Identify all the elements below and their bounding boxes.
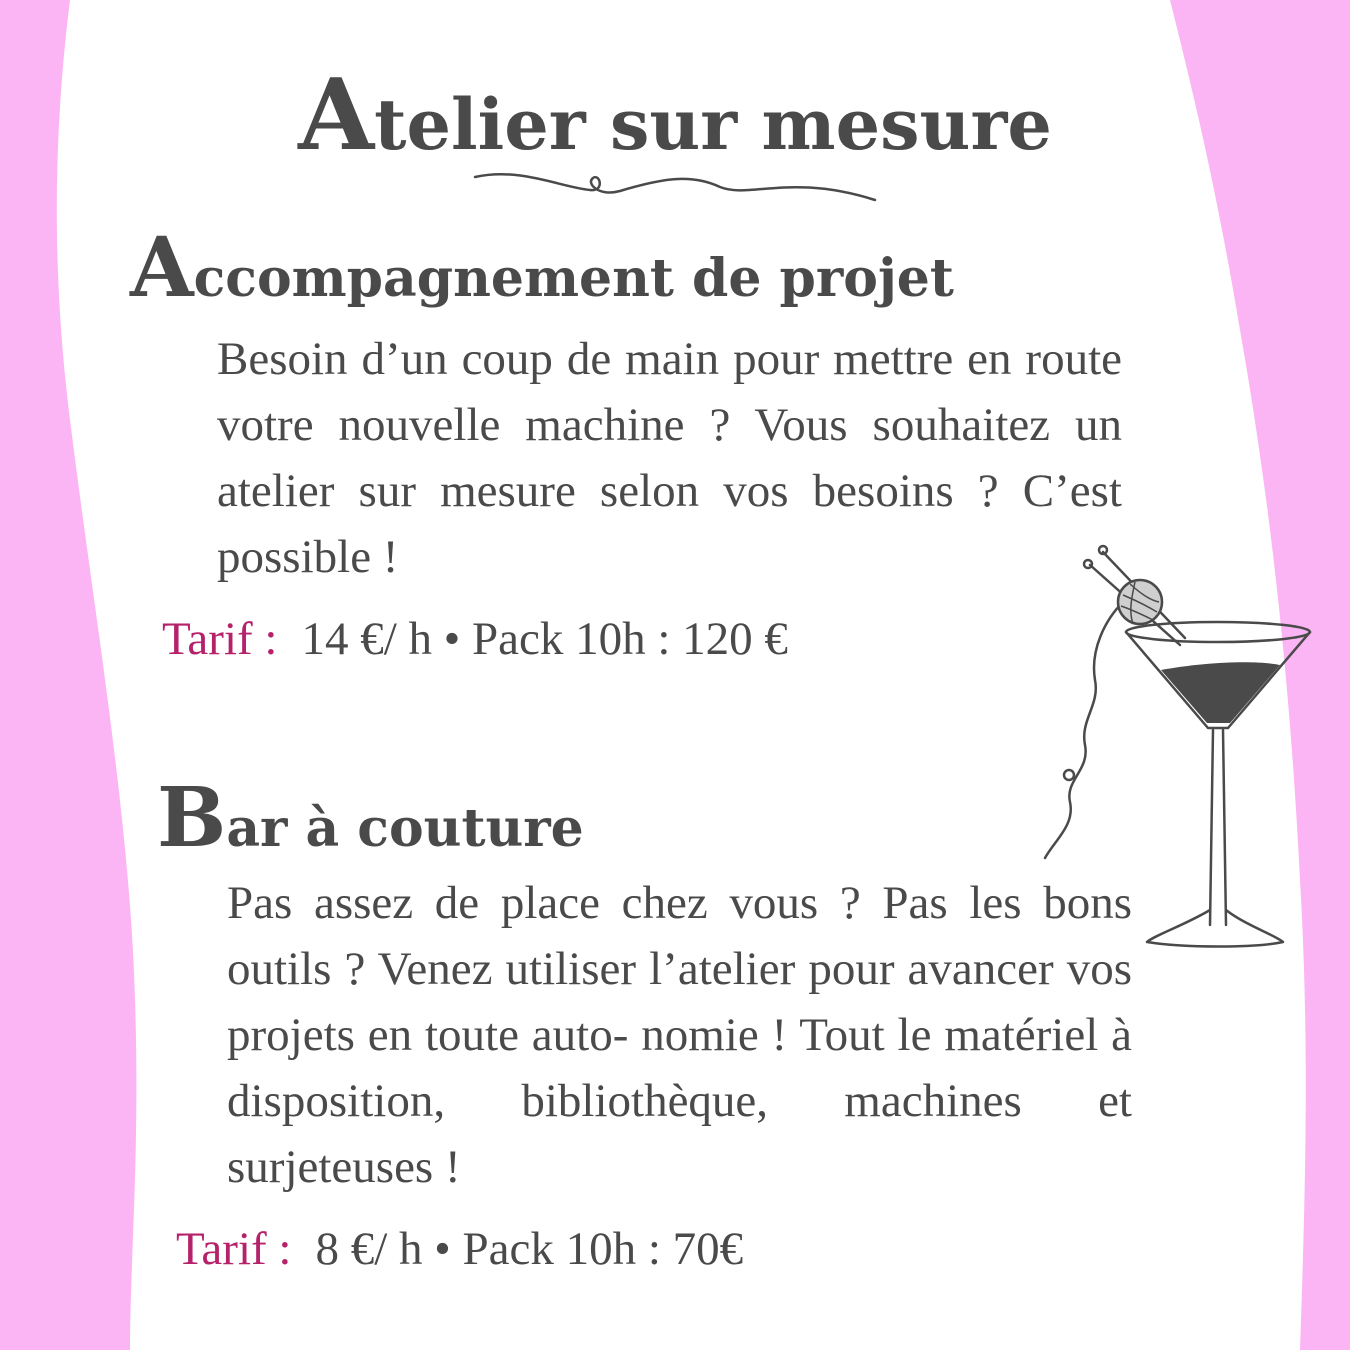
thread-divider-icon — [470, 165, 880, 215]
tarif-value: 8 €/ h • Pack 10h : 70€ — [315, 1223, 744, 1275]
title-initial: A — [298, 58, 375, 173]
section-text-bar-a-couture: Pas assez de place chez vous ? Pas les bons outils ? Venez utiliser l’atelier pour avancer vos projets en toute auto- nomie ! Tout le matériel à disposition, bibliothèque, machines et surjeteuses ! — [227, 877, 1132, 1193]
tarif-label: Tarif : — [176, 1223, 292, 1275]
page-title — [0, 58, 1350, 173]
heading-initial: A — [130, 220, 194, 316]
section-text-accompagnement: Besoin d’un coup de main pour mettre en route votre nouvelle machine ? Vous souhaitez un atelier sur mesure selon vos besoins ? C’est possible ! — [217, 333, 1122, 583]
cocktail-glass-with-yarn-ball-icon — [1035, 540, 1325, 960]
tarif-bar-a-couture — [176, 1222, 743, 1276]
tarif-value: 14 €/ h • Pack 10h : 120 € — [301, 613, 788, 665]
heading-initial: B — [157, 770, 227, 866]
section-heading-accompagnement — [130, 220, 954, 316]
tarif-accompagnement — [162, 612, 788, 666]
heading-rest: ccompagnement de projet — [193, 248, 954, 309]
heading-rest: ar à couture — [226, 798, 584, 859]
tarif-label: Tarif : — [162, 613, 278, 665]
section-heading-bar-a-couture — [157, 770, 584, 866]
title-rest: telier sur mesure — [374, 83, 1052, 166]
